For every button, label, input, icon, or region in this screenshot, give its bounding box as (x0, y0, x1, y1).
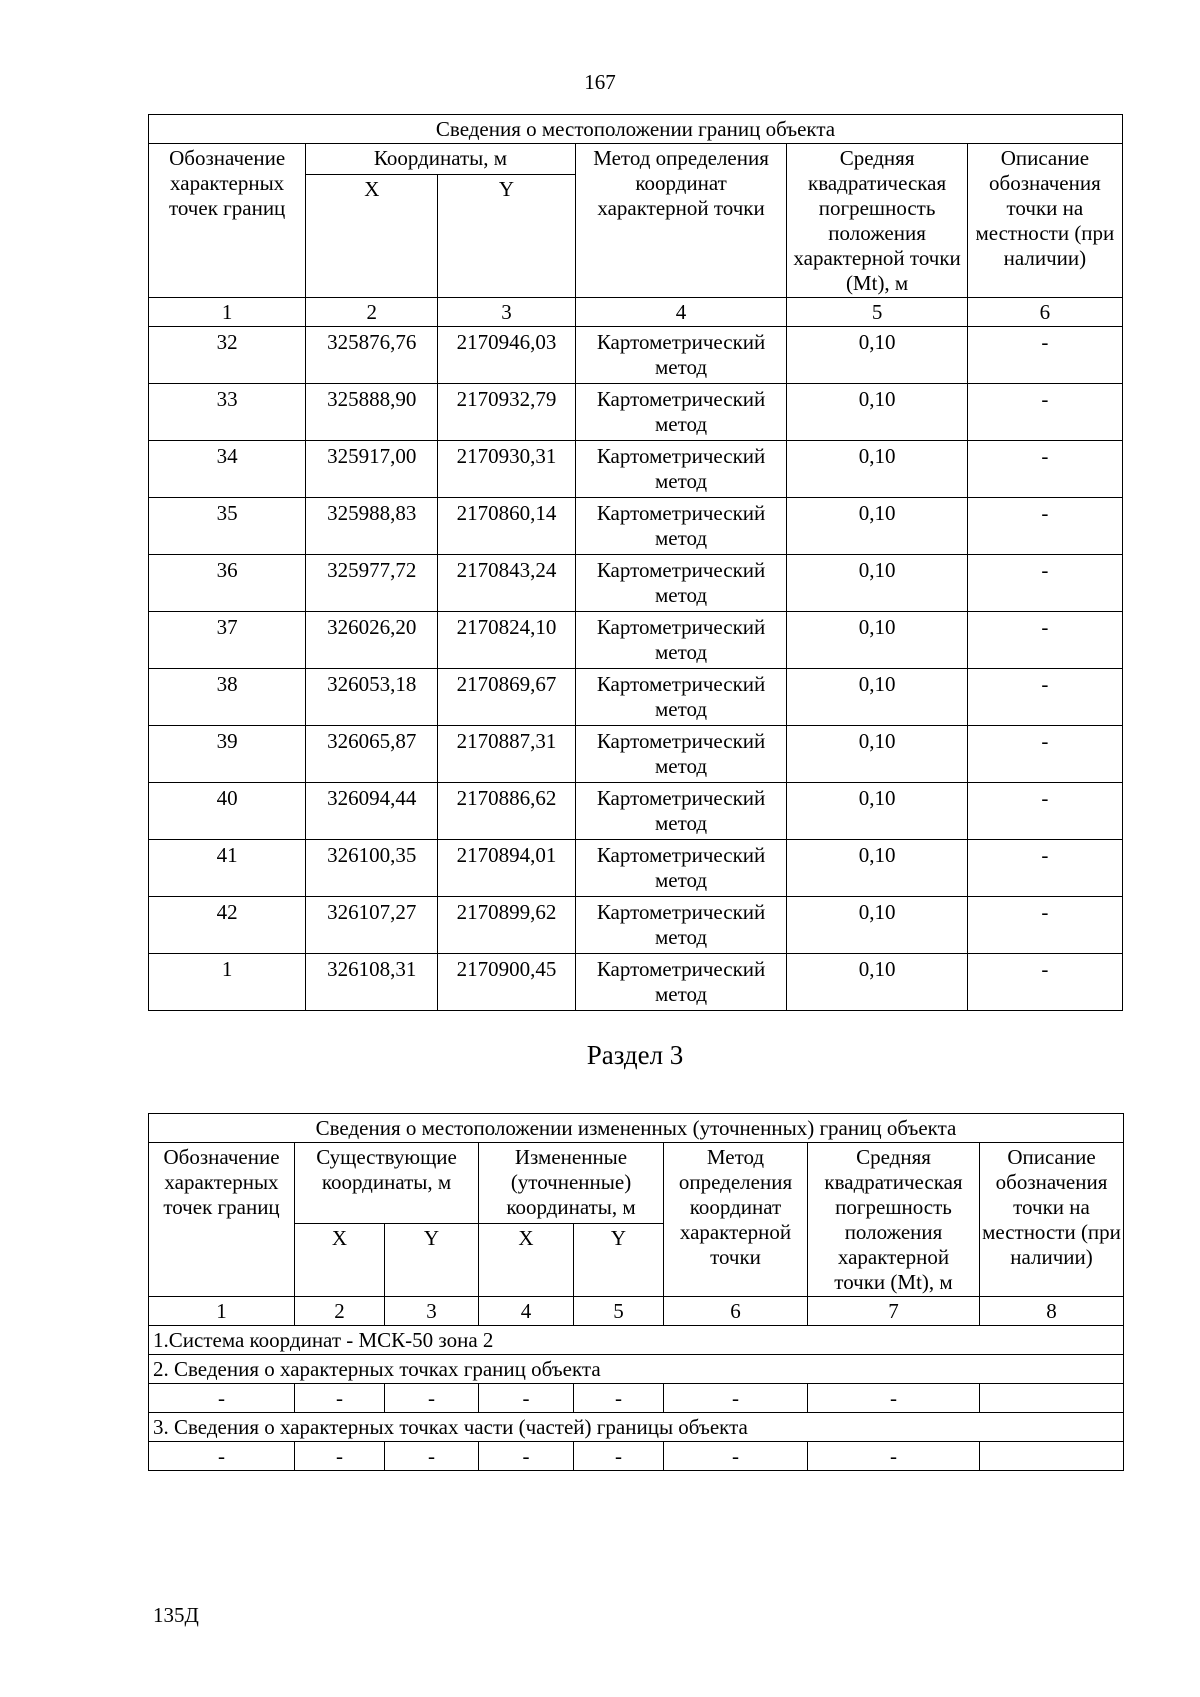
y-cell: 2170946,03 (438, 327, 575, 384)
description-cell: - (967, 783, 1122, 840)
error-cell: 0,10 (787, 840, 967, 897)
error-cell: 0,10 (787, 612, 967, 669)
boundary-points-table (148, 114, 1123, 1011)
header-method: Метод определения координат характерной точки (575, 144, 787, 298)
dash-cell: - (295, 1384, 385, 1413)
header-description: Описание обозначения точки на местности (при наличии) (980, 1143, 1124, 1297)
point-cell: 41 (149, 840, 306, 897)
table-row (149, 669, 1123, 726)
table-title: Сведения о местоположении измененных (уточненных) границ объекта (149, 1114, 1124, 1143)
error-cell: 0,10 (787, 783, 967, 840)
y-cell: 2170899,62 (438, 897, 575, 954)
error-cell: 0,10 (787, 897, 967, 954)
header-x: X (479, 1224, 574, 1297)
col-number: 4 (479, 1297, 574, 1326)
dash-cell: - (664, 1442, 808, 1471)
point-cell: 1 (149, 954, 306, 1011)
table-row (149, 840, 1123, 897)
description-cell: - (967, 840, 1122, 897)
dash-cell: - (574, 1442, 664, 1471)
x-cell: 326108,31 (306, 954, 438, 1011)
point-cell: 34 (149, 441, 306, 498)
description-cell: - (967, 669, 1122, 726)
description-cell: - (967, 327, 1122, 384)
header-error: Средняя квадратическая погрешность положения характерной точки (Mt), м (787, 144, 967, 298)
y-cell: 2170869,67 (438, 669, 575, 726)
header-method: Метод определения координат характерной точки (664, 1143, 808, 1297)
error-cell: 0,10 (787, 441, 967, 498)
error-cell: 0,10 (787, 954, 967, 1011)
error-cell: 0,10 (787, 669, 967, 726)
col-number: 2 (295, 1297, 385, 1326)
y-cell: 2170900,45 (438, 954, 575, 1011)
x-cell: 325988,83 (306, 498, 438, 555)
method-cell: Картометрический метод (575, 441, 787, 498)
dash-cell: - (808, 1442, 980, 1471)
section-2-row: 2. Сведения о характерных точках границ объекта (149, 1355, 1124, 1384)
error-cell: 0,10 (787, 555, 967, 612)
y-cell: 2170824,10 (438, 612, 575, 669)
x-cell: 326026,20 (306, 612, 438, 669)
x-cell: 325917,00 (306, 441, 438, 498)
description-cell: - (967, 384, 1122, 441)
dash-cell: - (479, 1442, 574, 1471)
y-cell: 2170932,79 (438, 384, 575, 441)
dash-cell: - (385, 1384, 479, 1413)
dash-cell: - (295, 1442, 385, 1471)
method-cell: Картометрический метод (575, 327, 787, 384)
dash-cell: - (664, 1384, 808, 1413)
table-row (149, 498, 1123, 555)
header-designation: Обозначение характерных точек границ (149, 144, 306, 298)
description-cell: - (967, 555, 1122, 612)
changed-boundary-table (148, 1113, 1124, 1471)
header-designation: Обозначение характерных точек границ (149, 1143, 295, 1297)
col-number: 1 (149, 298, 306, 327)
y-cell: 2170860,14 (438, 498, 575, 555)
description-cell: - (967, 612, 1122, 669)
table-row (149, 384, 1123, 441)
x-cell: 326065,87 (306, 726, 438, 783)
table-row (149, 954, 1123, 1011)
error-cell: 0,10 (787, 327, 967, 384)
x-cell: 325876,76 (306, 327, 438, 384)
method-cell: Картометрический метод (575, 726, 787, 783)
col-number: 6 (664, 1297, 808, 1326)
method-cell: Картометрический метод (575, 384, 787, 441)
method-cell: Картометрический метод (575, 897, 787, 954)
point-cell: 36 (149, 555, 306, 612)
footer-code: 135Д (153, 1603, 199, 1627)
dash-cell: - (808, 1384, 980, 1413)
error-cell: 0,10 (787, 384, 967, 441)
header-changed-coords: Измененные (уточненные) координаты, м (479, 1143, 664, 1224)
table-row (149, 897, 1123, 954)
method-cell: Картометрический метод (575, 612, 787, 669)
coordinate-system-row: 1.Система координат - МСК-50 зона 2 (149, 1326, 1124, 1355)
description-cell: - (967, 498, 1122, 555)
header-coords: Координаты, м (306, 144, 575, 175)
x-cell: 325888,90 (306, 384, 438, 441)
col-number: 3 (438, 298, 575, 327)
method-cell: Картометрический метод (575, 669, 787, 726)
table-row (149, 783, 1123, 840)
point-cell: 37 (149, 612, 306, 669)
y-cell: 2170894,01 (438, 840, 575, 897)
table-row (149, 327, 1123, 384)
method-cell: Картометрический метод (575, 498, 787, 555)
dash-cell: - (574, 1384, 664, 1413)
page-number: 167 (584, 70, 616, 94)
error-cell: 0,10 (787, 726, 967, 783)
point-cell: 42 (149, 897, 306, 954)
col-number: 1 (149, 1297, 295, 1326)
table-title: Сведения о местоположении границ объекта (149, 115, 1123, 144)
col-number: 2 (306, 298, 438, 327)
dash-cell: - (385, 1442, 479, 1471)
section-title: Раздел 3 (586, 1040, 684, 1070)
method-cell: Картометрический метод (575, 840, 787, 897)
table-row (149, 441, 1123, 498)
point-cell: 33 (149, 384, 306, 441)
header-error: Средняя квадратическая погрешность положения характерной точки (Mt), м (808, 1143, 980, 1297)
header-y: Y (438, 175, 575, 298)
method-cell: Картометрический метод (575, 555, 787, 612)
table-row (149, 612, 1123, 669)
header-x: X (306, 175, 438, 298)
description-cell: - (967, 726, 1122, 783)
dash-cell: - (149, 1442, 295, 1471)
section-3-row: 3. Сведения о характерных точках части (частей) границы объекта (149, 1413, 1124, 1442)
header-y: Y (574, 1224, 664, 1297)
col-number: 4 (575, 298, 787, 327)
description-cell: - (967, 897, 1122, 954)
col-number: 3 (385, 1297, 479, 1326)
x-cell: 326107,27 (306, 897, 438, 954)
point-cell: 40 (149, 783, 306, 840)
point-cell: 35 (149, 498, 306, 555)
col-number: 8 (980, 1297, 1124, 1326)
method-cell: Картометрический метод (575, 954, 787, 1011)
y-cell: 2170886,62 (438, 783, 575, 840)
table-row (149, 555, 1123, 612)
x-cell: 326094,44 (306, 783, 438, 840)
x-cell: 325977,72 (306, 555, 438, 612)
y-cell: 2170887,31 (438, 726, 575, 783)
col-number: 5 (787, 298, 967, 327)
y-cell: 2170843,24 (438, 555, 575, 612)
description-cell: - (967, 954, 1122, 1011)
col-number: 7 (808, 1297, 980, 1326)
point-cell: 38 (149, 669, 306, 726)
point-cell: 32 (149, 327, 306, 384)
empty-cell (980, 1384, 1124, 1413)
empty-cell (980, 1442, 1124, 1471)
description-cell: - (967, 441, 1122, 498)
col-number: 6 (967, 298, 1122, 327)
x-cell: 326053,18 (306, 669, 438, 726)
header-description: Описание обозначения точки на местности (при наличии) (967, 144, 1122, 298)
header-y: Y (385, 1224, 479, 1297)
table-row (149, 726, 1123, 783)
x-cell: 326100,35 (306, 840, 438, 897)
header-x: X (295, 1224, 385, 1297)
col-number: 5 (574, 1297, 664, 1326)
method-cell: Картометрический метод (575, 783, 787, 840)
error-cell: 0,10 (787, 498, 967, 555)
header-existing-coords: Существующие координаты, м (295, 1143, 479, 1224)
y-cell: 2170930,31 (438, 441, 575, 498)
dash-cell: - (149, 1384, 295, 1413)
point-cell: 39 (149, 726, 306, 783)
dash-cell: - (479, 1384, 574, 1413)
